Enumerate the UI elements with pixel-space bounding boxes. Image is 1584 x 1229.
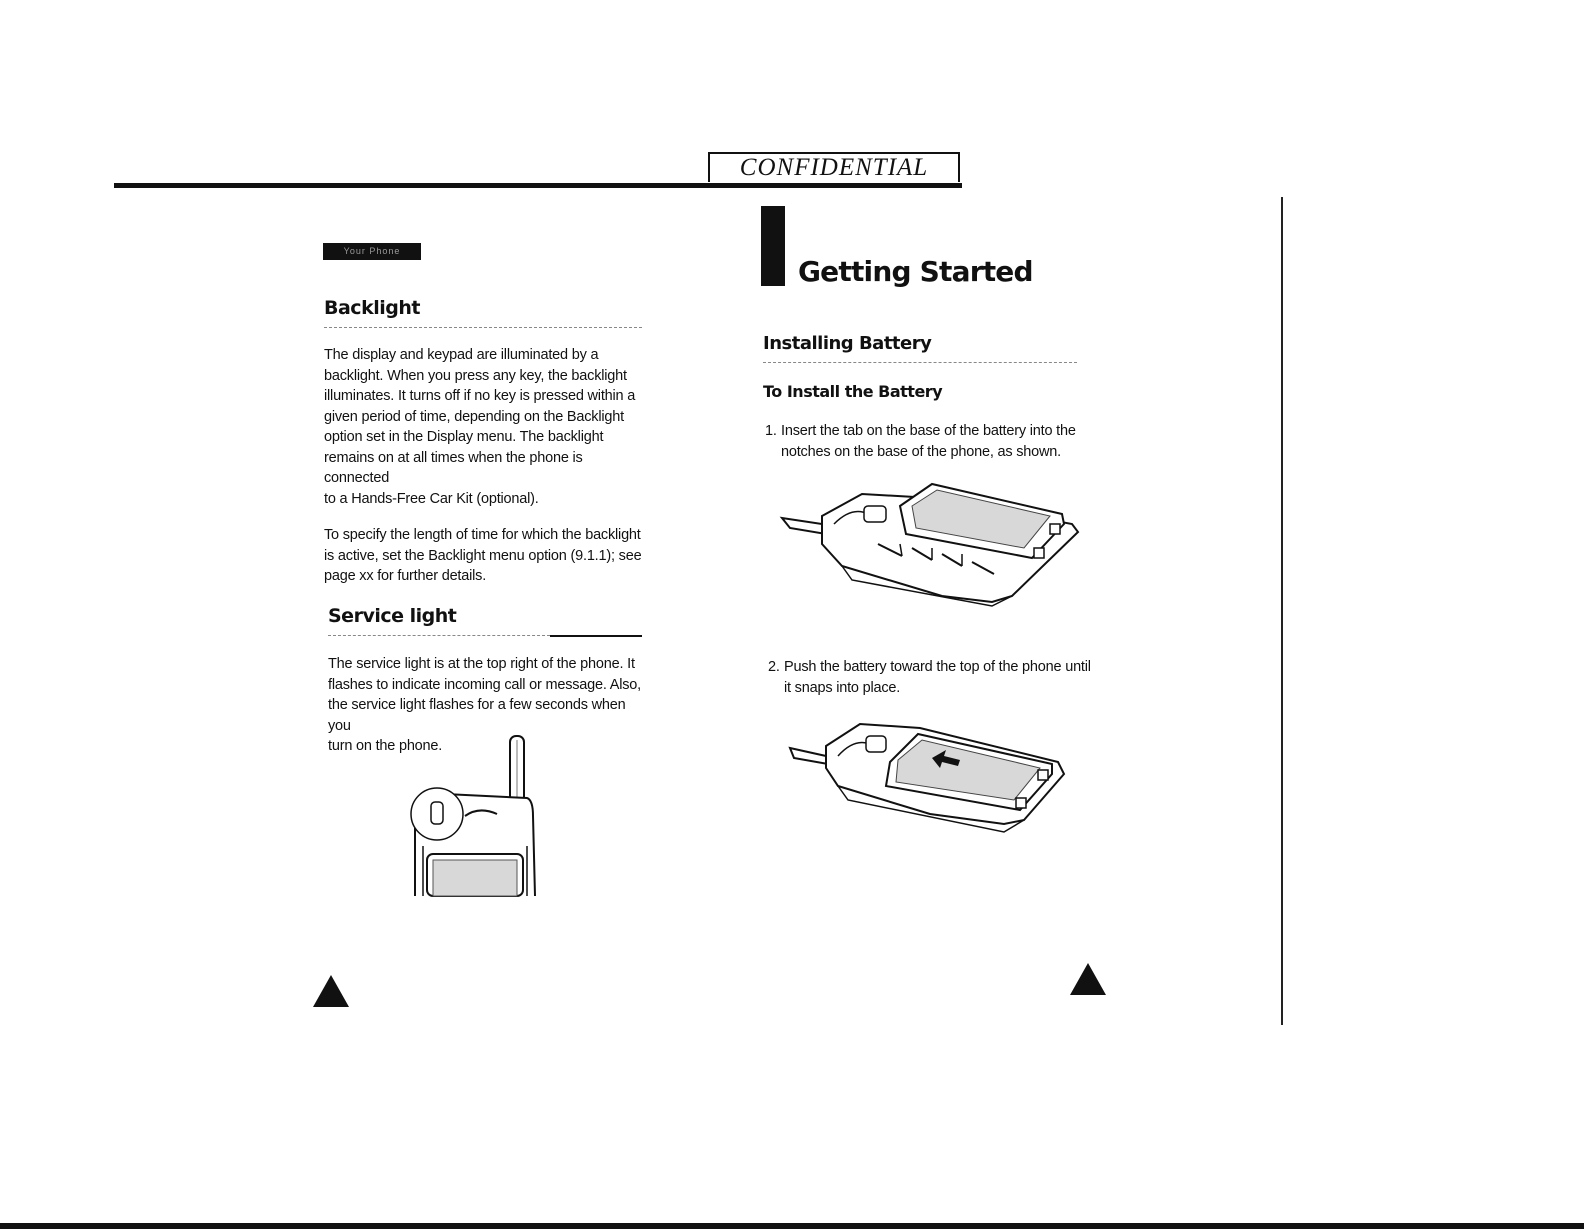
backlight-paragraph-2	[324, 525, 644, 587]
text-line: remains on at all times when the phone is connected	[324, 449, 583, 486]
text-line: The display and keypad are illuminated by a	[324, 347, 599, 363]
page-marker-triangle-left	[313, 975, 349, 1009]
battery-insert-illustration	[782, 484, 1087, 606]
header-rule	[114, 183, 962, 188]
text-line: flashes to indicate incoming call or message. Also,	[328, 676, 641, 693]
text-line: to a Hands-Free Car Kit (optional).	[324, 490, 539, 507]
step-line: it snaps into place.	[784, 680, 901, 696]
service-light-section	[328, 605, 648, 757]
service-light-heading: Service light	[328, 605, 457, 627]
install-battery-subheading: To Install the Battery	[763, 382, 943, 401]
step-number: 1.	[765, 423, 777, 439]
backlight-heading: Backlight	[324, 297, 420, 319]
text-line: backlight. When you press any key, the backlight	[324, 367, 627, 384]
step-2	[768, 657, 1098, 699]
text-line: is active, set the Backlight menu option (9.1.1); see	[324, 547, 642, 564]
installing-battery-section	[763, 333, 1083, 401]
text-line: The service light is at the top right of the phone. It	[328, 656, 635, 672]
text-line: To specify the length of time for which the backlight	[324, 527, 641, 543]
confidential-stamp: CONFIDENTIAL	[708, 152, 960, 182]
phone-top-illustration	[405, 736, 545, 904]
text-line: page xx for further details.	[324, 568, 487, 584]
step-number: 2.	[768, 659, 780, 675]
step-1	[765, 421, 1095, 463]
installing-battery-rule	[763, 362, 1077, 363]
step-1-text	[765, 421, 1095, 463]
service-light-rule	[328, 635, 648, 637]
text-line: the service light flashes for a few seconds when you	[328, 697, 626, 734]
backlight-rule	[324, 327, 642, 328]
text-line: illuminates. It turns off if no key is pressed within a	[324, 388, 636, 404]
page-marker-triangle-right	[1070, 963, 1106, 997]
chapter-title: Getting Started	[798, 255, 1033, 288]
section-label-bar: Your Phone	[323, 243, 421, 260]
step-line: Push the battery toward the top of the phone until	[784, 659, 1091, 675]
step-2-text	[768, 657, 1098, 699]
bottom-border	[0, 1223, 1584, 1229]
page-edge-line	[1281, 197, 1283, 1025]
backlight-paragraph-1	[324, 345, 644, 509]
chapter-tab-block	[761, 206, 785, 286]
text-line: given period of time, depending on the Backlight	[324, 408, 624, 425]
text-line: option set in the Display menu. The backlight	[324, 429, 604, 445]
installing-battery-heading: Installing Battery	[763, 333, 932, 354]
step-line: notches on the base of the phone, as shown.	[781, 444, 1061, 460]
battery-push-illustration	[790, 720, 1075, 832]
step-line: Insert the tab on the base of the battery into the	[781, 423, 1076, 439]
backlight-section	[324, 297, 644, 587]
text-line: turn on the phone.	[328, 738, 443, 754]
